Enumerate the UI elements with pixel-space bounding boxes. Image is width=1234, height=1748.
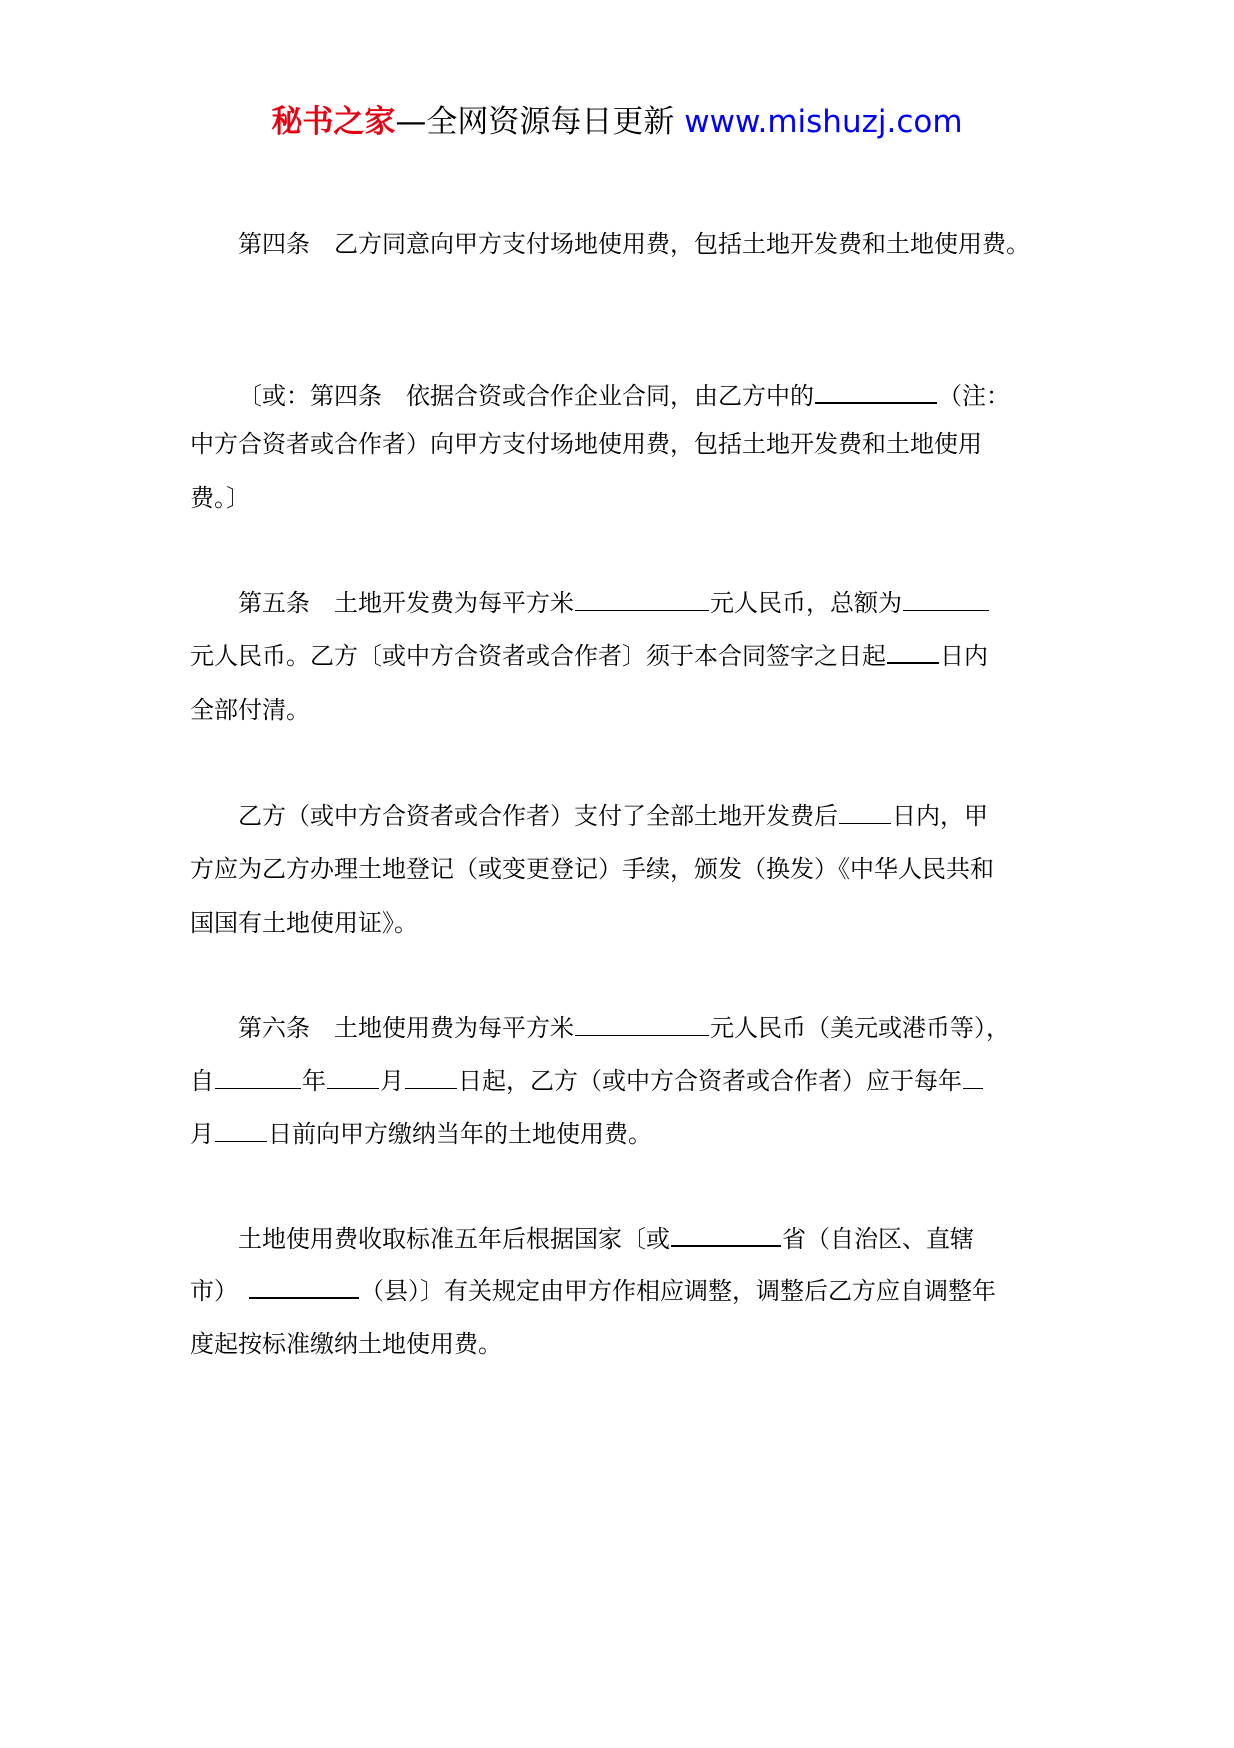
text-line: 市） （县）〕有关规定由甲方作相应调整，调整后乙方应自调整年 (190, 1277, 996, 1305)
text-line: 土地使用费收取标准五年后根据国家〔或 省（自治区、直辖 (238, 1225, 974, 1253)
fill-in-blank[interactable] (575, 1034, 709, 1036)
fill-in-blank[interactable] (963, 1087, 983, 1089)
text-line: 中方合资者或合作者）向甲方支付场地使用费，包括土地开发费和土地使用 (190, 430, 982, 458)
website-link[interactable]: www.mishuzj.com (674, 104, 963, 140)
fill-in-blank[interactable] (839, 822, 891, 824)
text-line: 自 年 月 日起，乙方（或中方合资者或合作者）应于每年 (190, 1061, 984, 1101)
text-line: 全部付清。 (190, 696, 310, 724)
fill-in-blank[interactable] (215, 1087, 301, 1089)
fill-in-blank[interactable] (215, 1140, 267, 1142)
text-line: 〔或：第四条 依据合资或合作企业合同，由乙方中的 （注： (238, 382, 1010, 410)
text-line: 度起按标准缴纳土地使用费。 (190, 1330, 502, 1358)
text-line: 第四条 乙方同意向甲方支付场地使用费，包括土地开发费和土地使用费。 (238, 230, 1030, 258)
fill-in-blank[interactable] (903, 609, 989, 611)
brand-name: 秘书之家 (271, 104, 396, 140)
fill-in-blank[interactable] (815, 401, 937, 404)
text-line: 国国有土地使用证》。 (190, 909, 418, 937)
text-line: 月 日前向甲方缴纳当年的土地使用费。 (190, 1120, 652, 1148)
fill-in-blank[interactable] (575, 609, 709, 611)
text-line: 第六条 土地使用费为每平方米 元人民币（美元或港币等）， (238, 1014, 1010, 1042)
fill-in-blank[interactable] (327, 1087, 379, 1089)
fill-in-blank[interactable] (887, 661, 939, 664)
header-slogan: —全网资源每日更新 (395, 104, 675, 140)
text-line: 元人民币。乙方〔或中方合资者或合作者〕须于本合同签字之日起 日内 (190, 642, 988, 670)
fill-in-blank[interactable] (671, 1244, 781, 1247)
text-line: 方应为乙方办理土地登记（或变更登记）手续，颁发（换发）《中华人民共和 (190, 855, 994, 883)
text-line: 乙方（或中方合资者或合作者）支付了全部土地开发费后 日内，甲 (238, 802, 988, 830)
text-line: 第五条 土地开发费为每平方米 元人民币，总额为 (238, 583, 990, 623)
fill-in-blank[interactable] (405, 1087, 457, 1089)
fill-in-blank[interactable] (249, 1296, 359, 1299)
text-line: 费。〕 (190, 484, 250, 512)
page-header (0, 100, 1234, 144)
